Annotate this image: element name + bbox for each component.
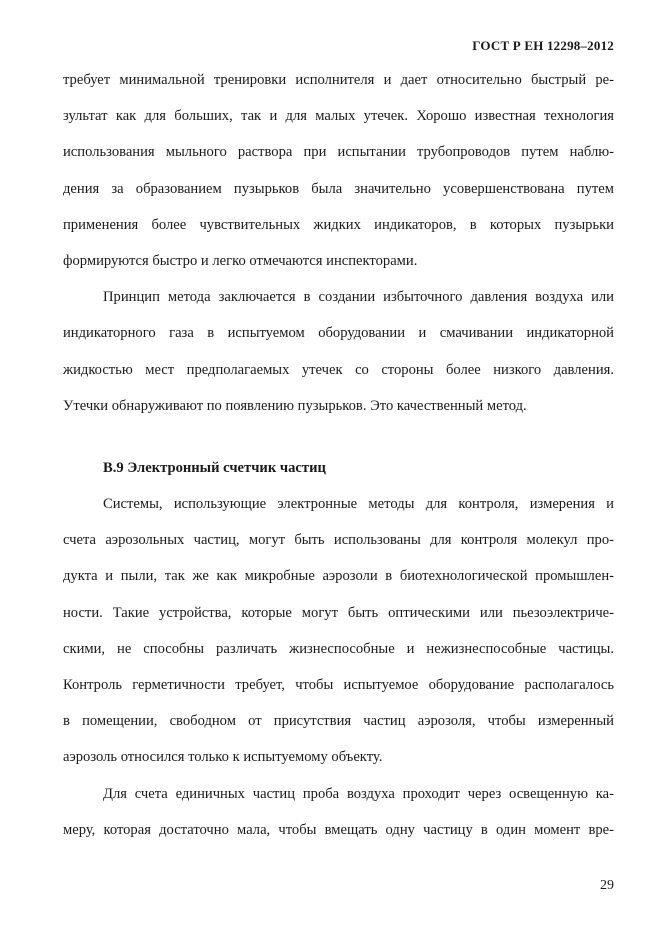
paragraph-1: [63, 66, 614, 283]
text-line: счета аэрозольных частиц, могут быть использованы для контроля молекул про-: [63, 532, 614, 549]
text-line: применения более чувствительных жидких индикаторов, в которых пузырьки: [63, 216, 614, 233]
text-line: требует минимальной тренировки исполнителя и дает относительно быстрый ре-: [63, 72, 614, 88]
text-line: Утечки обнаруживают по появлению пузырьков. Это качественный метод.: [63, 397, 527, 414]
text-line: скими, не способны различать жизнеспособные и нежизнеспособные частицы.: [63, 640, 614, 657]
paragraph-4: [63, 780, 614, 852]
text-line: дукта и пыли, так же как микробные аэрозоли в биотехнологической промышлен-: [63, 568, 614, 585]
text-line: формируются быстро и легко отмечаются инспекторами.: [63, 252, 418, 269]
text-line: Для счета единичных частиц проба воздуха проходит через освещенную ка-: [103, 785, 614, 802]
text-line: индикаторного газа в испытуемом оборудовании и смачивании индикаторной: [63, 325, 614, 342]
text-line: аэрозоль относился только к испытуемому объекту.: [63, 749, 383, 766]
paragraph-2: [63, 283, 614, 428]
paragraph-3: [63, 490, 614, 780]
section-spacer: [63, 428, 614, 454]
text-line: дения за образованием пузырьков была значительно усовершенствована путем: [63, 180, 614, 197]
text-line: жидкостью мест предполагаемых утечек со стороны более низкого давления.: [63, 361, 614, 378]
text-line: зультат как для больших, так и для малых утечек. Хорошо известная технология: [63, 108, 614, 125]
text-line: Системы, использующие электронные методы для контроля, измерения и: [103, 496, 614, 513]
text-line: ности. Такие устройства, которые могут быть оптическими или пьезоэлектриче-: [63, 604, 614, 621]
document-header: ГОСТ Р ЕН 12298–2012: [472, 38, 614, 53]
section-heading: В.9 Электронный счетчик частиц: [103, 459, 326, 476]
page-body: [63, 66, 614, 852]
text-line: Контроль герметичности требует, чтобы испытуемое оборудование располагалось: [63, 677, 614, 693]
text-line: в помещении, свободном от присутствия частиц аэрозоля, чтобы измеренный: [63, 713, 614, 730]
page-number: 29: [600, 878, 614, 893]
text-line: использования мыльного раствора при испытании трубопроводов путем наблю-: [63, 144, 614, 161]
text-line: меру, которая достаточно мала, чтобы вмещать одну частицу в один момент вре-: [63, 821, 614, 838]
text-line: Принцип метода заключается в создании избыточного давления воздуха или: [103, 289, 614, 306]
